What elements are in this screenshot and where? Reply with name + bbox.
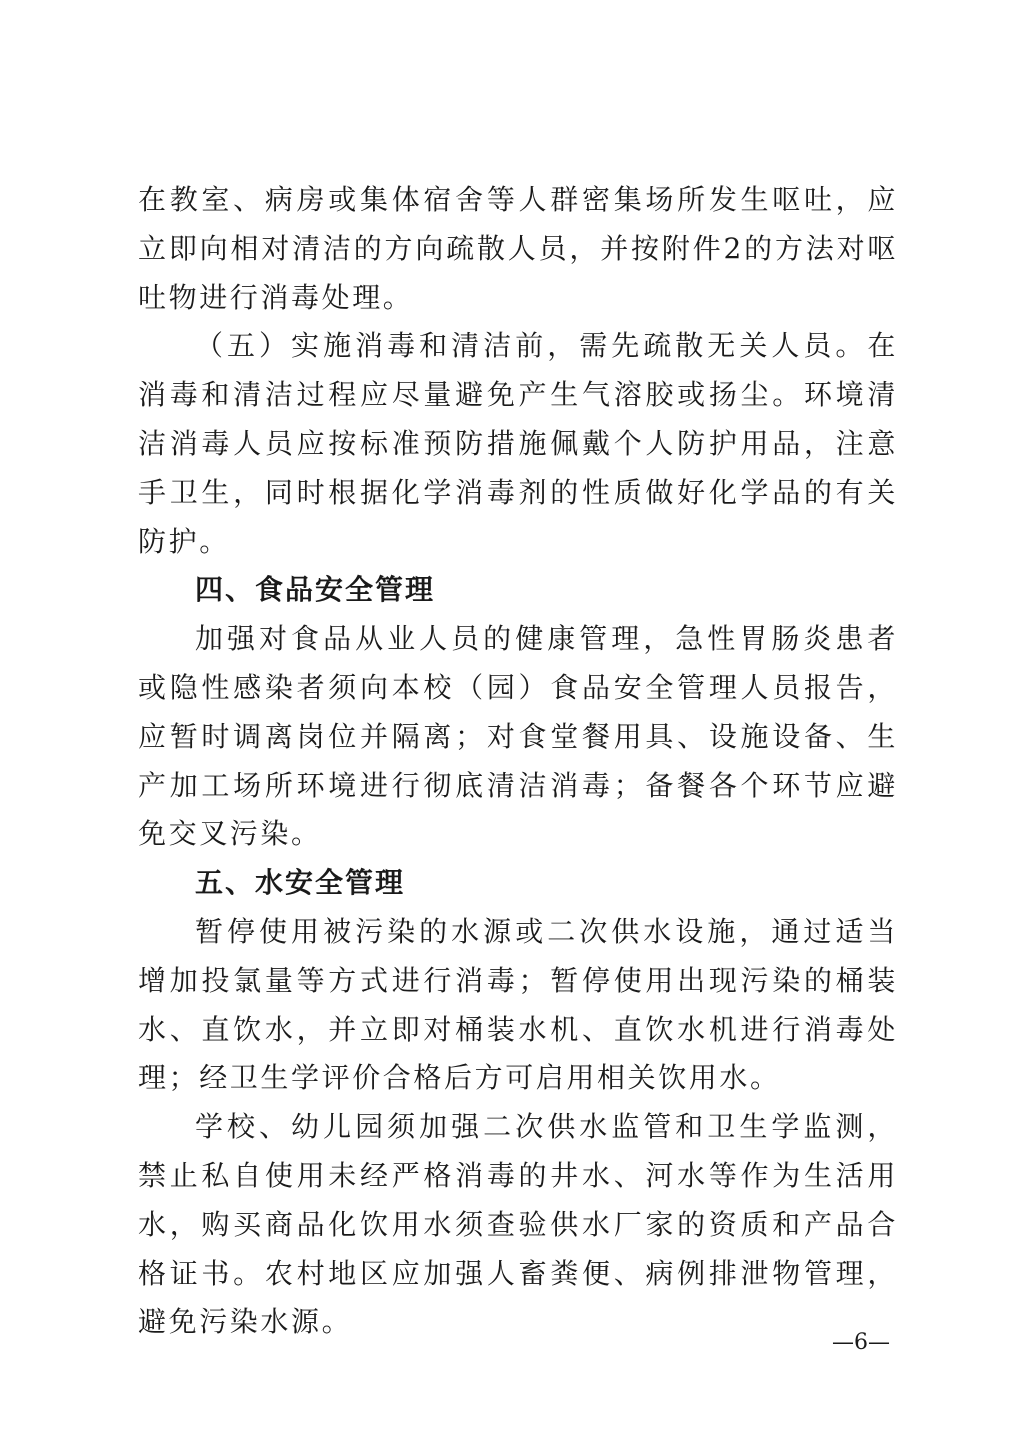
- section-heading-water-safety: 五、水安全管理: [195, 866, 406, 900]
- page-number: —6—: [832, 1330, 890, 1355]
- paragraph-item-five: （五）实施消毒和清洁前，需先疏散无关人员。在消毒和清洁过程应尽量避免产生气溶胶或扬尘。环境清洁消毒人员应按标准预防措施佩戴个人防护用品，注意手卫生，同时根据化学消毒剂的性质做好化学品的有关防护。: [138, 329, 898, 558]
- section-heading-food-safety: 四、食品安全管理: [195, 573, 436, 607]
- paragraph-water-safety-2: 学校、幼儿园须加强二次供水监管和卫生学监测，禁止私自使用未经严格消毒的井水、河水等作为生活用水，购买商品化饮用水须查验供水厂家的资质和产品合格证书。农村地区应加强人畜粪便、病例排泄物管理，避免污染水源。: [138, 1110, 898, 1339]
- document-body: [138, 176, 898, 1347]
- paragraph-food-safety: 加强对食品从业人员的健康管理，急性胃肠炎患者或隐性感染者须向本校（园）食品安全管理人员报告，应暂时调离岗位并隔离；对食堂餐用具、设施设备、生产加工场所环境进行彻底清洁消毒；备餐各个环节应避免交叉污染。: [138, 622, 898, 851]
- paragraph-water-safety-1: 暂停使用被污染的水源或二次供水设施，通过适当增加投氯量等方式进行消毒；暂停使用出现污染的桶装水、直饮水，并立即对桶装水机、直饮水机进行消毒处理；经卫生学评价合格后方可启用相关饮用水。: [138, 914, 898, 1095]
- paragraph-vomit-disinfection: 在教室、病房或集体宿舍等人群密集场所发生呕吐，应立即向相对清洁的方向疏散人员，并按附件2的方法对呕吐物进行消毒处理。: [138, 183, 898, 314]
